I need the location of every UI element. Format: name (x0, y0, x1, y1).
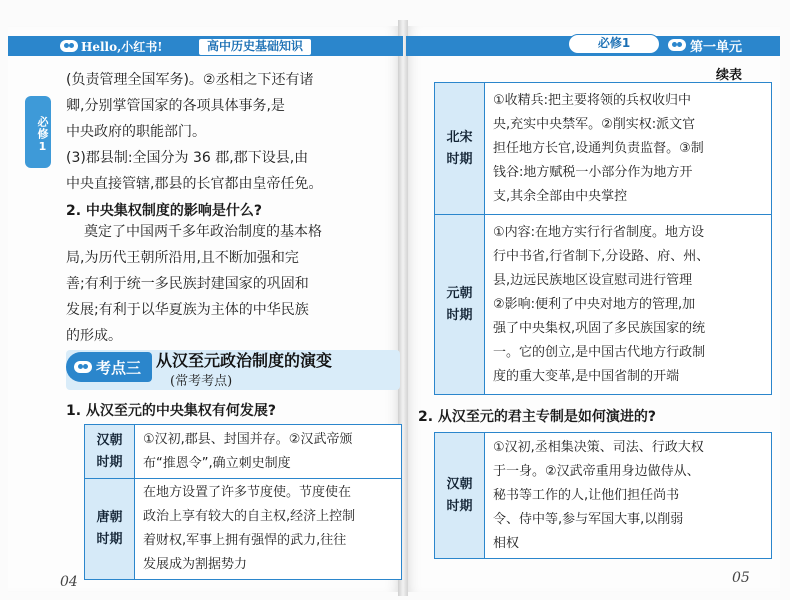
continued-label: 续表 (716, 68, 743, 83)
era-cell (85, 425, 135, 479)
desc-cell (135, 425, 402, 479)
desc-line: 县,边远民族地区设宣慰司进行管理 (493, 272, 693, 288)
unit-text: 第一单元 (690, 39, 743, 55)
desc-line: 一。它的创立,是中国古代地方行政制 (493, 344, 706, 360)
exam-point-title: 从汉至元政治制度的演变 (156, 351, 333, 370)
desc-line: ②影响:便利了中央对地方的管理,加 (493, 296, 696, 312)
desc-line: 秘书等工作的人,让他们担任尚书 (493, 487, 680, 503)
desc-line: 于一身。②汉武帝重用身边做侍从、 (493, 463, 700, 479)
desc-line: 行中书省,行省制下,分设路、府、州、 (493, 248, 710, 264)
desc-line: 政治上享有较大的自主权,经济上控制 (143, 509, 356, 524)
table-row (435, 215, 772, 395)
module-side-tab: 必修1 (25, 96, 51, 168)
era-label: 元朝 (446, 285, 473, 301)
body-line: 卿,分别掌管国家的各项具体事务,是 (66, 98, 285, 114)
era-label: 时期 (446, 307, 473, 323)
page-number: 05 (732, 570, 750, 586)
desc-cell (485, 83, 772, 215)
desc-line: 令、侍中等,参与军国大事,以削弱 (493, 511, 684, 527)
era-label: 汉朝 (96, 432, 123, 448)
table-row (435, 433, 772, 559)
series-title: 高中历史基础知识 (198, 38, 312, 56)
answer-line: 发展;有利于以华夏族为主体的中华民族 (66, 302, 309, 318)
desc-line: 央,充实中央禁军。②削实权:派文官 (493, 116, 696, 132)
cloud-icon (60, 40, 78, 52)
page-number: 04 (60, 574, 78, 590)
desc-line: 发展成为割据势力 (143, 557, 248, 572)
desc-line: 布“推恩令”,确立刺史制度 (143, 455, 291, 471)
body-line: (3)郡县制:全国分为 36 郡,郡下设县,由 (66, 150, 309, 166)
desc-cell (135, 479, 402, 580)
answer-line: 局,为历代王朝所沿用,且不断加强和完 (66, 250, 299, 266)
cloud-icon (74, 361, 92, 373)
era-cell (435, 83, 485, 215)
body-line: 中央直接管辖,郡县的长官都由皇帝任免。 (66, 176, 323, 192)
brand-badge (56, 38, 169, 54)
answer-line: 奠定了中国两千多年政治制度的基本格 (84, 224, 322, 240)
brand-text: Hello,小红书! (81, 39, 163, 54)
autocracy-table (434, 432, 772, 559)
era-cell (435, 215, 485, 395)
central-power-table (84, 424, 402, 580)
era-label: 时期 (96, 532, 123, 547)
table-row (85, 479, 402, 580)
question-heading: 1. 从汉至元的中央集权有何发展? (66, 403, 277, 419)
desc-cell (485, 433, 772, 559)
desc-line: 担任地方长官,设通判负责监督。③制 (493, 140, 704, 156)
exam-point-subtitle: (常考考点) (170, 374, 233, 389)
table-row (435, 83, 772, 215)
era-cell (435, 433, 485, 559)
body-line: 中央政府的职能部门。 (66, 124, 206, 140)
desc-line: 相权 (493, 535, 520, 551)
desc-line: 钱谷:地方赋税一小部分作为地方开 (493, 164, 693, 180)
cloud-icon (668, 39, 686, 51)
desc-line: 在地方设置了许多节度使。节度使在 (143, 485, 352, 500)
desc-line: 强了中央集权,巩固了多民族国家的统 (493, 320, 706, 336)
desc-line: 度的重大变革,是中国省制的开端 (493, 368, 680, 384)
era-label: 时期 (446, 151, 473, 167)
desc-line: ①收精兵:把主要将领的兵权收归中 (493, 92, 692, 108)
desc-cell (485, 215, 772, 395)
era-label: 时期 (96, 454, 123, 470)
table-row (85, 425, 402, 479)
era-label: 唐朝 (96, 510, 123, 525)
module-label: 必修1 (568, 34, 660, 54)
central-power-table-continued (434, 82, 772, 395)
era-label: 时期 (446, 498, 473, 514)
answer-line: 的形成。 (66, 328, 122, 344)
exam-point-tag (66, 352, 152, 382)
unit-label (668, 36, 742, 54)
era-cell (85, 479, 135, 580)
desc-line: ①汉初,丞相集决策、司法、行政大权 (493, 439, 704, 455)
body-line: (负责管理全国军务)。②丞相之下还有诸 (66, 72, 314, 88)
desc-line: ①内容:在地方实行行省制度。地方设 (493, 224, 705, 240)
era-label: 汉朝 (446, 476, 473, 492)
era-label: 北宋 (446, 129, 473, 145)
exam-point-tag-text: 考点三 (96, 358, 142, 377)
desc-line: 支,其余全部由中央掌控 (493, 188, 628, 204)
question-heading: 2. 中央集权制度的影响是什么? (66, 203, 263, 219)
desc-line: 着财权,军事上拥有强悍的武力,往往 (143, 533, 347, 548)
desc-line: ①汉初,郡县、封国并存。②汉武帝颁 (143, 431, 353, 447)
answer-line: 善;有利于统一多民族封建国家的巩固和 (66, 276, 309, 292)
question-heading: 2. 从汉至元的君主专制是如何演进的? (418, 409, 657, 425)
